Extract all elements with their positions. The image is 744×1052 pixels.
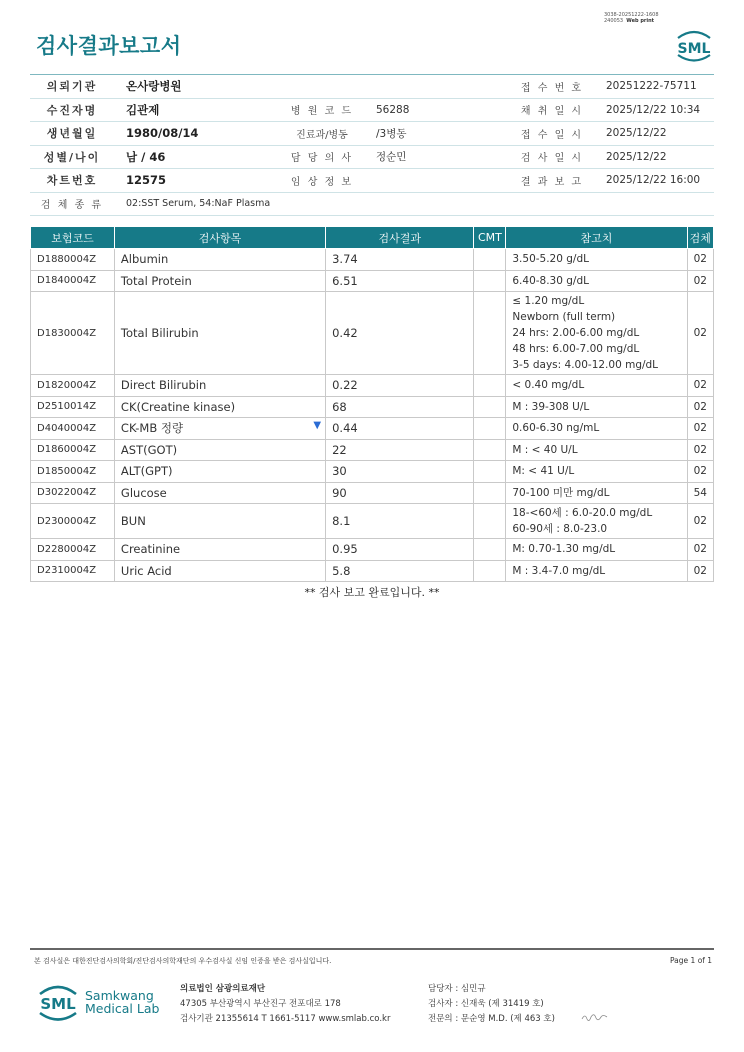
- report-complete-message: ** 검사 보고 완료입니다. **: [304, 586, 440, 599]
- cell-ref: [506, 560, 687, 582]
- cell-result: 30: [326, 461, 474, 483]
- table-row: [31, 539, 714, 561]
- report-id-code: [604, 12, 659, 24]
- org-contact: 검사기관 21355614 T 1661-5117 www.smlab.co.kr: [180, 1014, 391, 1024]
- cell-cmt: [474, 560, 506, 582]
- cell-result: 0.95: [326, 539, 474, 561]
- ref-line: 3.50-5.20 g/dL: [512, 253, 589, 266]
- cell-spec: 02: [687, 270, 713, 292]
- cell-result-low: 0.44: [326, 418, 474, 440]
- ref-line: 60-90세 : 8.0-23.0: [512, 523, 608, 535]
- cell-cmt: [474, 539, 506, 561]
- lab-name-line1: Samkwang: [85, 988, 154, 1003]
- cell-code: D4040004Z: [31, 418, 115, 440]
- table-row: [31, 292, 714, 375]
- staff-in-charge: 담당자 : 심민규: [428, 984, 486, 994]
- info-label: 차트번호: [46, 174, 98, 188]
- cell-item: Direct Bilirubin: [114, 375, 325, 397]
- org-address: 47305 부산광역시 부산진구 전포대로 178: [180, 999, 341, 1009]
- table-row: [31, 482, 714, 504]
- ref-line: 18-<60세 : 6.0-20.0 mg/dL: [512, 507, 653, 519]
- web-print-label: Web print: [626, 18, 655, 24]
- cell-spec: 02: [687, 418, 713, 440]
- sml-lab-logo-icon: [34, 978, 82, 1026]
- info-label: 진료과/병동: [296, 129, 348, 141]
- cell-ref: [506, 439, 687, 461]
- info-label: 병 원 코 드: [290, 106, 354, 118]
- cell-spec: 02: [687, 396, 713, 418]
- cell-result: 5.8: [326, 560, 474, 582]
- info-value: 2025/12/22 16:00: [606, 174, 701, 187]
- cell-item: Total Protein: [114, 270, 325, 292]
- column-header: 검체: [687, 227, 713, 249]
- lab-name-line2: Medical Lab: [85, 1001, 160, 1016]
- footer-divider: [30, 948, 714, 950]
- info-label: 성별/나이: [43, 150, 101, 164]
- info-label: 담 당 의 사: [290, 153, 354, 165]
- cell-result: 3.74: [326, 249, 474, 271]
- report-id-line1: 3038-20251222-1608: [604, 12, 659, 18]
- cell-code: D3022004Z: [31, 482, 115, 504]
- report-id-line2: 240053: [604, 18, 624, 24]
- info-value: /3병동: [376, 127, 407, 140]
- cell-spec: 02: [687, 292, 713, 375]
- ref-line: Newborn (full term): [512, 311, 616, 323]
- cell-ref: [506, 539, 687, 561]
- cell-cmt: [474, 504, 506, 539]
- info-label: 채 취 일 시: [520, 106, 584, 118]
- info-row: [30, 146, 714, 170]
- info-label: 접 수 번 호: [520, 82, 584, 94]
- cell-cmt: [474, 270, 506, 292]
- table-row: [31, 270, 714, 292]
- table-row: [31, 249, 714, 271]
- info-row: [30, 75, 714, 99]
- cell-cmt: [474, 461, 506, 483]
- staff-specialist: 전문의 : 문순영 M.D. (제 463 호): [428, 1014, 555, 1024]
- ref-line: M: < 41 U/L: [512, 465, 575, 478]
- cell-ref: [506, 292, 687, 375]
- ref-line: M : 39-308 U/L: [512, 400, 590, 413]
- ref-line: 70-100 미만 mg/dL: [512, 486, 610, 499]
- cell-item: Glucose: [114, 482, 325, 504]
- specimen-label: 검 체 종 류: [40, 200, 104, 211]
- signature-icon: [580, 1010, 610, 1024]
- cell-spec: 02: [687, 375, 713, 397]
- info-value: 20251222-75711: [606, 80, 697, 93]
- staff-tester: 검사자 : 신재욱 (제 31419 호): [428, 999, 544, 1009]
- info-label: 검 사 일 시: [520, 153, 584, 165]
- item-name: CK-MB 정량: [120, 421, 184, 436]
- ref-line: < 0.40 mg/dL: [512, 379, 585, 392]
- column-header: 참고치: [506, 227, 687, 249]
- cell-code: D2510014Z: [31, 396, 115, 418]
- column-header: CMT: [474, 227, 506, 249]
- table-row: [31, 418, 714, 440]
- info-value: 남 / 46: [126, 149, 166, 164]
- cell-result: 6.51: [326, 270, 474, 292]
- cell-result: 68: [326, 396, 474, 418]
- info-label: 임 상 정 보: [290, 176, 354, 188]
- cell-item: Total Bilirubin: [114, 292, 325, 375]
- column-header: 보험코드: [31, 227, 115, 249]
- footer-logo-text: SML: [40, 995, 76, 1013]
- cell-code: D1830004Z: [31, 292, 115, 375]
- cell-item: Albumin: [114, 249, 325, 271]
- ref-line: ≤ 1.20 mg/dL: [512, 295, 585, 307]
- column-header: 검사결과: [326, 227, 474, 249]
- patient-info-table: [30, 74, 714, 216]
- results-table: [30, 226, 714, 582]
- info-label: 수진자명: [46, 103, 98, 117]
- cell-result: 0.42: [326, 292, 474, 375]
- cell-result: 90: [326, 482, 474, 504]
- ref-line: M: 0.70-1.30 mg/dL: [512, 543, 616, 556]
- low-flag-icon: ▼: [313, 420, 322, 432]
- cell-item: ALT(GPT): [114, 461, 325, 483]
- cell-item: CK(Creatine kinase): [114, 396, 325, 418]
- table-row: [31, 504, 714, 539]
- cell-spec: 54: [687, 482, 713, 504]
- cell-cmt: [474, 482, 506, 504]
- info-value: 온사랑병원: [126, 79, 182, 94]
- ref-line: 6.40-8.30 g/dL: [512, 274, 589, 287]
- cell-code: D1820004Z: [31, 375, 115, 397]
- cell-result: 8.1: [326, 504, 474, 539]
- organization-info: [180, 982, 390, 1027]
- cell-ref: [506, 270, 687, 292]
- info-value: 2025/12/22 10:34: [606, 103, 701, 116]
- cell-cmt: [474, 292, 506, 375]
- cell-ref: [506, 482, 687, 504]
- cell-ref: [506, 418, 687, 440]
- sml-logo-icon: [672, 26, 716, 64]
- cell-ref: [506, 375, 687, 397]
- ref-line: 3-5 days: 4.00-12.00 mg/dL: [512, 359, 659, 371]
- info-value: 56288: [376, 103, 410, 116]
- sml-logo-text: SML: [677, 41, 711, 57]
- cell-item: AST(GOT): [114, 439, 325, 461]
- ref-line: M : < 40 U/L: [512, 443, 578, 456]
- cell-spec: 02: [687, 539, 713, 561]
- column-header: 검사항목: [114, 227, 325, 249]
- cell-ref: [506, 461, 687, 483]
- ref-line: 0.60-6.30 ng/mL: [512, 422, 600, 435]
- info-label: 의뢰기관: [46, 80, 98, 94]
- table-row: [31, 560, 714, 582]
- cell-result: 22: [326, 439, 474, 461]
- cell-code: D2300004Z: [31, 504, 115, 539]
- table-row: [31, 375, 714, 397]
- cell-ref: [506, 396, 687, 418]
- page-title: 검사결과보고서: [36, 34, 182, 58]
- info-row: [30, 169, 714, 193]
- cell-code: D2310004Z: [31, 560, 115, 582]
- cell-ref: [506, 249, 687, 271]
- info-value: 2025/12/22: [606, 127, 667, 140]
- cell-spec: 02: [687, 560, 713, 582]
- certification-note: 본 검사실은 대한진단검사의학회/진단검사의학재단의 우수검사실 신임 인증을 받은 검사실입니다.: [34, 957, 332, 965]
- info-value: 정순민: [376, 151, 407, 164]
- ref-line: M : 3.4-7.0 mg/dL: [512, 564, 606, 577]
- cell-cmt: [474, 249, 506, 271]
- info-value: 12575: [126, 173, 167, 188]
- info-row-specimen: [30, 193, 714, 216]
- specimen-value: 02:SST Serum, 54:NaF Plasma: [126, 198, 271, 209]
- ref-line: 24 hrs: 2.00-6.00 mg/dL: [512, 327, 640, 339]
- table-row: [31, 439, 714, 461]
- table-header-row: [31, 227, 714, 249]
- info-row: [30, 122, 714, 146]
- table-row: [31, 461, 714, 483]
- cell-item: [114, 418, 325, 440]
- cell-result: 0.22: [326, 375, 474, 397]
- lab-name: [85, 989, 159, 1015]
- cell-spec: 02: [687, 439, 713, 461]
- cell-code: D1850004Z: [31, 461, 115, 483]
- table-row: [31, 396, 714, 418]
- cell-spec: 02: [687, 504, 713, 539]
- cell-cmt: [474, 396, 506, 418]
- info-value: 1980/08/14: [126, 126, 199, 141]
- cell-ref: [506, 504, 687, 539]
- cell-spec: 02: [687, 249, 713, 271]
- org-name: 의료법인 삼광의료재단: [180, 984, 266, 994]
- cell-item: BUN: [114, 504, 325, 539]
- cell-cmt: [474, 375, 506, 397]
- info-value: 김관제: [126, 102, 160, 117]
- info-value: 2025/12/22: [606, 150, 667, 163]
- cell-cmt: [474, 439, 506, 461]
- cell-spec: 02: [687, 461, 713, 483]
- cell-code: D1840004Z: [31, 270, 115, 292]
- cell-cmt: [474, 418, 506, 440]
- cell-item: Creatinine: [114, 539, 325, 561]
- cell-item: Uric Acid: [114, 560, 325, 582]
- info-row: [30, 99, 714, 123]
- info-label: 접 수 일 시: [520, 129, 584, 141]
- info-label: 생년월일: [46, 127, 98, 141]
- staff-info: [428, 982, 555, 1027]
- ref-line: 48 hrs: 6.00-7.00 mg/dL: [512, 343, 640, 355]
- cell-code: D2280004Z: [31, 539, 115, 561]
- cell-code: D1880004Z: [31, 249, 115, 271]
- page-number: Page 1 of 1: [670, 956, 713, 965]
- cell-code: D1860004Z: [31, 439, 115, 461]
- info-label: 결 과 보 고: [520, 176, 584, 188]
